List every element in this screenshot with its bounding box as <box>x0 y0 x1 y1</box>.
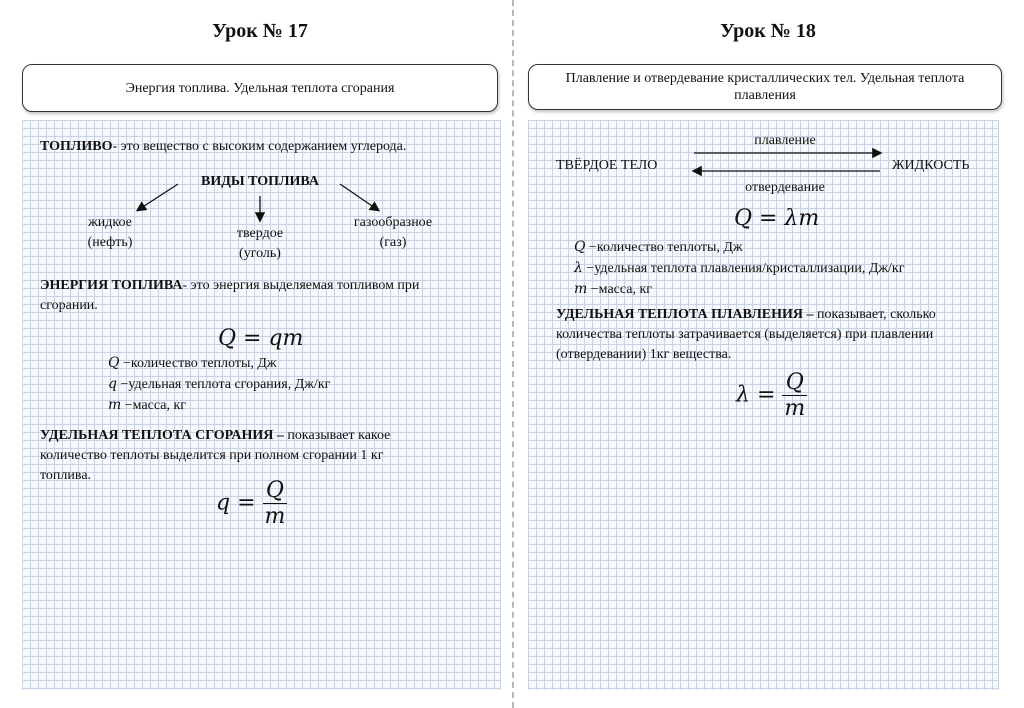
formula-q-equals-lambda-m: Q = λm <box>734 206 820 231</box>
lesson-17-title: Урок № 17 <box>212 20 308 42</box>
formula-q-fraction: q = $\frac{Q}{m}$ <box>216 478 286 529</box>
formula-lambda-fraction: λ = $\frac{Q}{m}$ <box>736 370 806 421</box>
solid-state-label: ТВЁРДОЕ ТЕЛО <box>556 158 658 173</box>
fuel-type-solid: твердое (уголь) <box>236 226 284 261</box>
fuel-type-gas: газообразное (газ) <box>353 215 433 250</box>
legend-item: q −удельная теплота сгорания, Дж/кг <box>108 376 331 392</box>
formula-legend-right <box>574 237 904 300</box>
legend-item: Q −количество теплоты, Дж <box>574 239 743 255</box>
solidifying-label: отвердевание <box>745 180 825 195</box>
lesson-17-topic: Энергия топлива. Удельная теплота сгорания <box>22 64 498 112</box>
fuel-energy-definition: ЭНЕРГИЯ ТОПЛИВА- это энергия выделяемая топливом при сгорании. <box>40 278 420 313</box>
lesson-18-title: Урок № 18 <box>720 20 816 42</box>
lesson-18-topic: Плавление и отвердевание кристаллических тел. Удельная теплота плавления <box>528 64 1002 110</box>
liquid-state-label: ЖИДКОСТЬ <box>892 158 970 173</box>
fuel-type-liquid: жидкое (нефть) <box>87 215 133 250</box>
formula-q-equals-qm: Q = qm <box>218 326 304 351</box>
legend-item: λ −удельная теплота плавления/кристаллизации, Дж/кг <box>574 260 905 276</box>
legend-item: m −масса, кг <box>574 281 653 297</box>
specific-heat-combustion-definition: УДЕЛЬНАЯ ТЕПЛОТА СГОРАНИЯ – показывает какое количество теплоты выделится при полном сгорании 1 кг топлива. <box>40 428 391 483</box>
fuel-definition: ТОПЛИВО- это вещество с высоким содержанием углерода. <box>40 139 407 154</box>
legend-item: m −масса, кг <box>108 397 187 413</box>
melting-label: плавление <box>754 133 816 148</box>
fuel-types-title: ВИДЫ ТОПЛИВА <box>201 174 319 189</box>
legend-item: Q −количество теплоты, Дж <box>108 355 277 371</box>
specific-heat-fusion-definition: УДЕЛЬНАЯ ТЕПЛОТА ПЛАВЛЕНИЯ – показывает, сколько количества теплоты затрачивается (выделяется) при плавлении (отвердевании) 1кг вещества. <box>556 307 936 362</box>
